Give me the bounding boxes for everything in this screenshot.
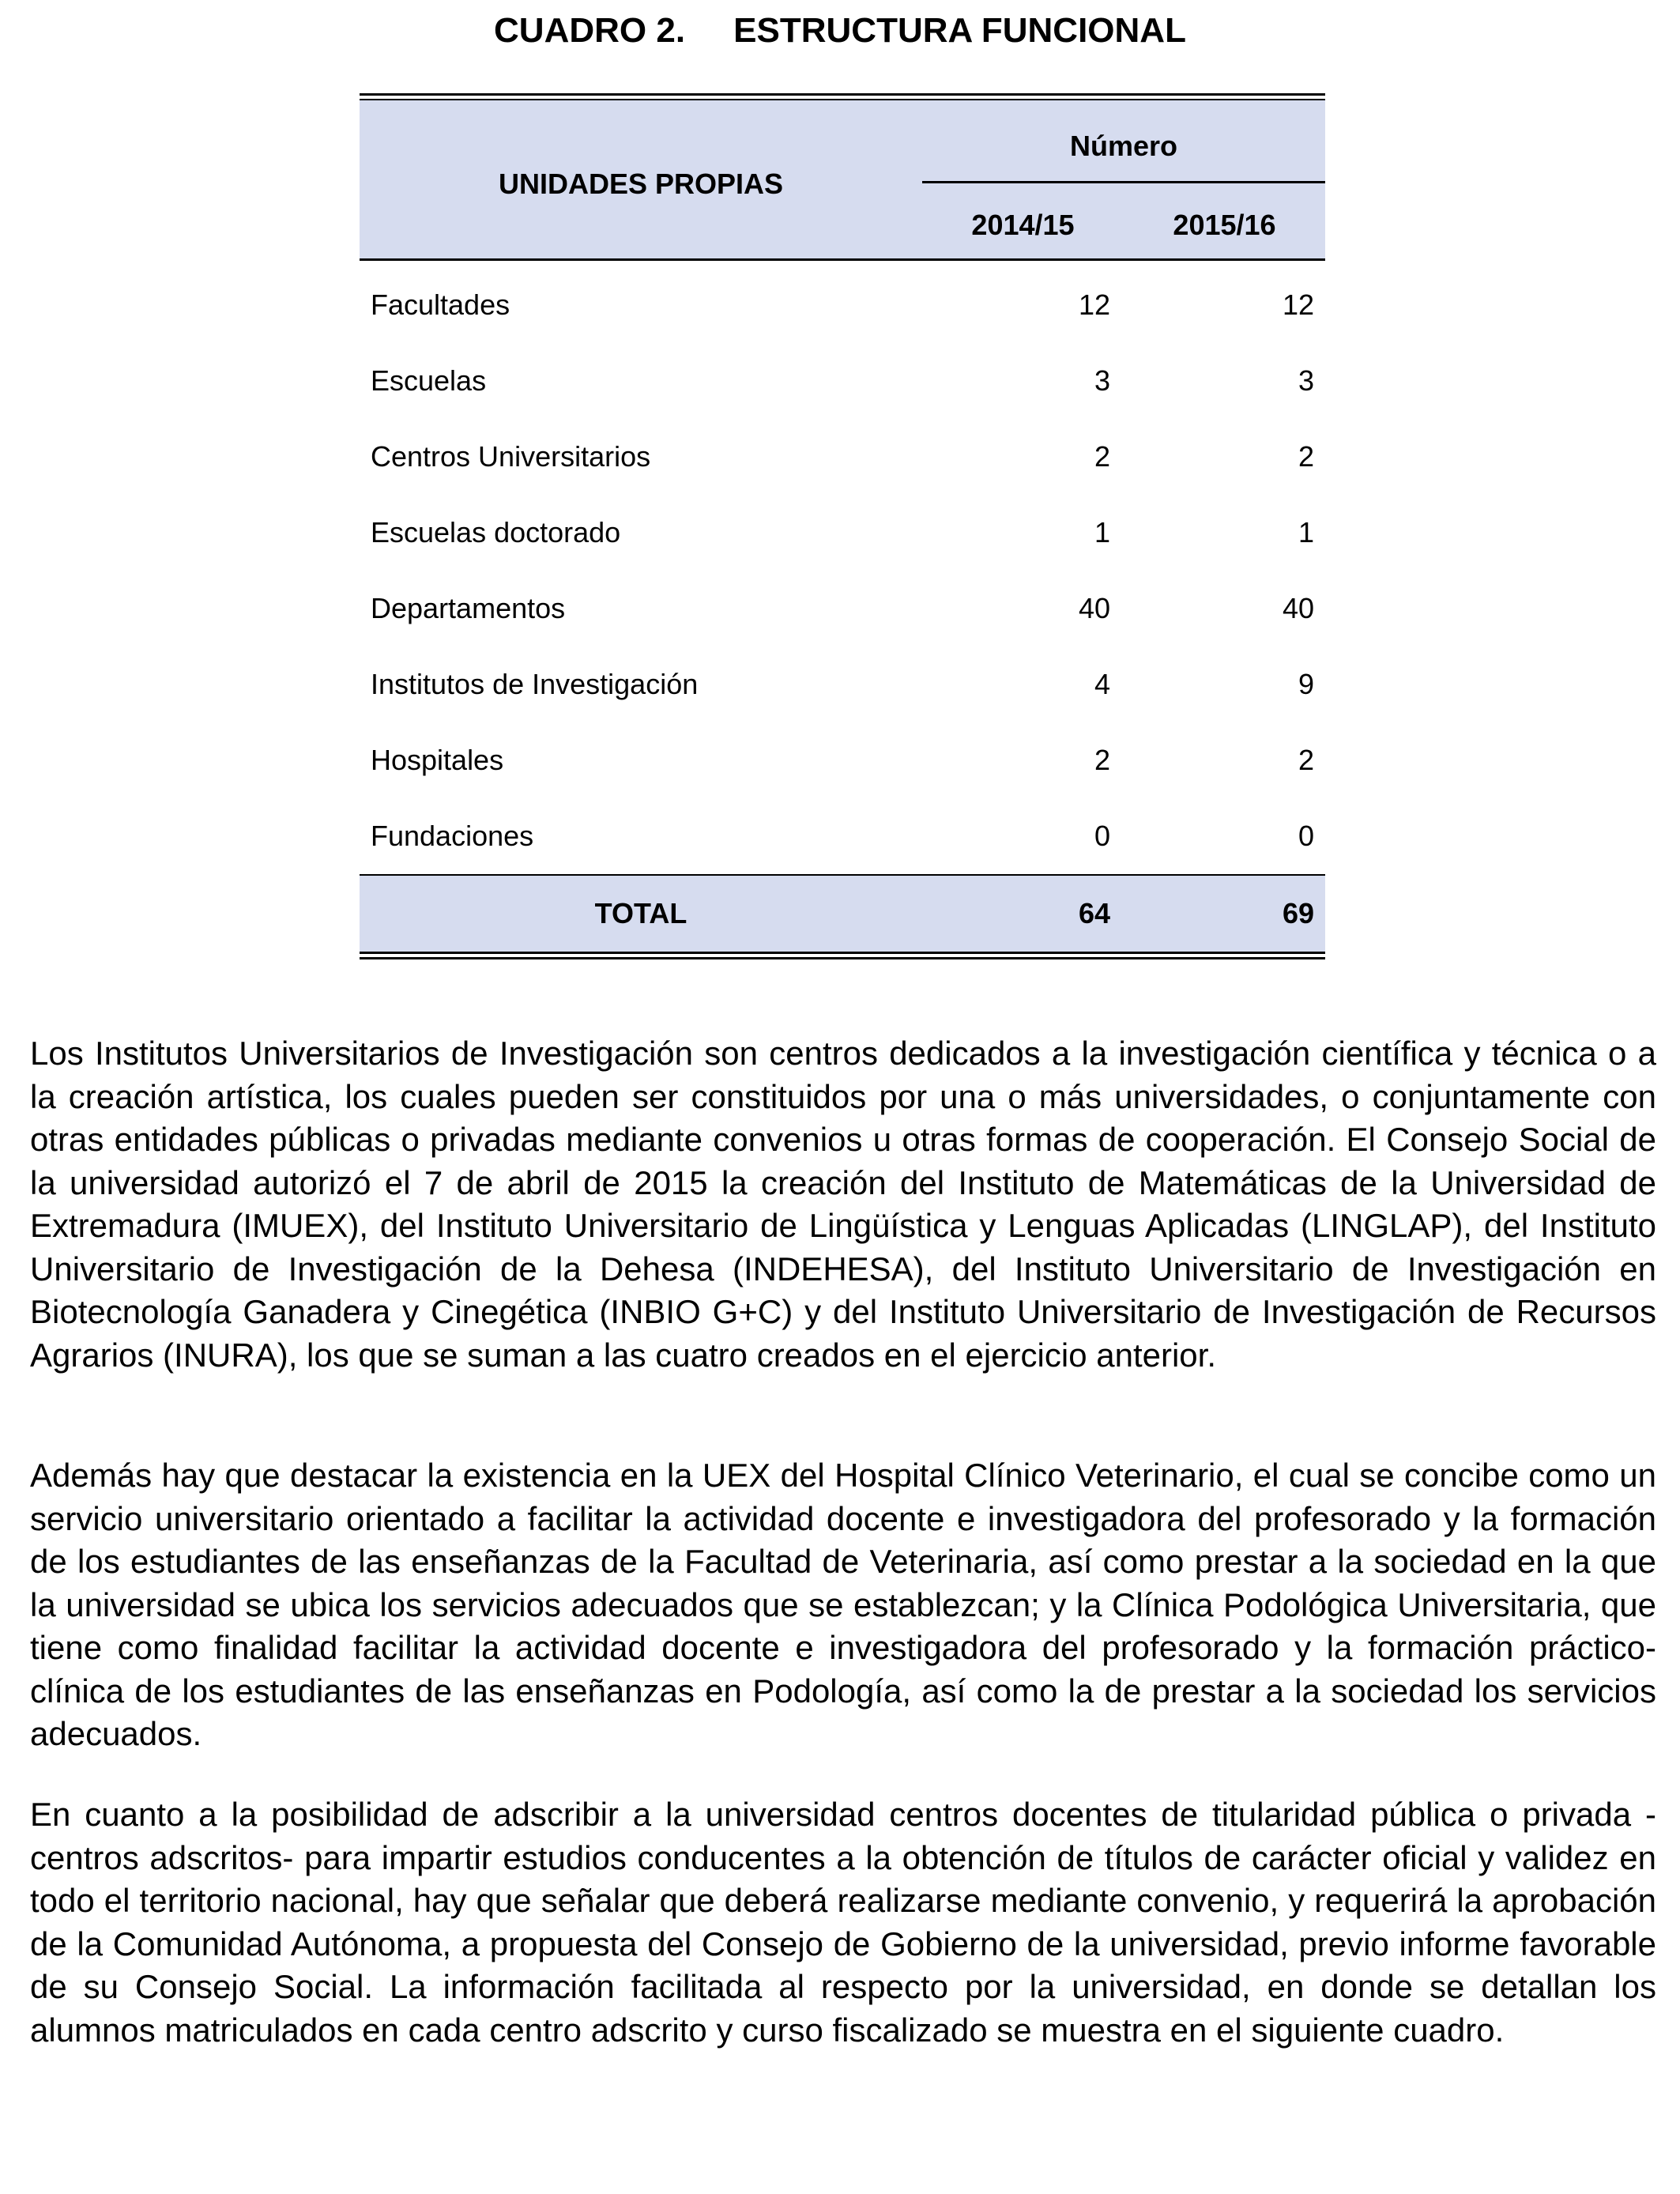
table-row	[360, 343, 1325, 419]
total-value-2015-16: 69	[1282, 897, 1314, 929]
table-row	[360, 571, 1325, 647]
table-row	[360, 419, 1325, 495]
header-col-2014-15: 2014/15	[971, 209, 1075, 241]
row-value-2015-16: 1	[1298, 516, 1314, 548]
table-bottom-rule-outer	[360, 957, 1325, 959]
row-label: Facultades	[371, 288, 510, 321]
row-value-2015-16: 3	[1298, 364, 1314, 397]
row-label: Escuelas	[371, 364, 487, 397]
row-label: Escuelas doctorado	[371, 516, 621, 548]
table-row	[360, 495, 1325, 571]
total-value-2014-15: 64	[1078, 897, 1110, 929]
header-col-2015-16: 2015/16	[1173, 209, 1276, 241]
row-value-2014-15: 4	[1094, 668, 1110, 700]
table-row	[360, 647, 1325, 722]
structure-table	[360, 93, 1325, 959]
row-value-2015-16: 0	[1298, 820, 1314, 852]
row-value-2014-15: 12	[1078, 288, 1110, 321]
row-value-2015-16: 40	[1282, 592, 1314, 624]
row-value-2014-15: 40	[1078, 592, 1110, 624]
row-label: Centros Universitarios	[371, 440, 651, 473]
header-numero: Número	[1069, 130, 1178, 162]
row-label: Departamentos	[371, 592, 566, 624]
paragraph-hospital: Además hay que destacar la existencia en la UEX del Hospital Clínico Veterinario, el cual se concibe como un servicio universitario orientado a facilitar la actividad docente e investigadora del profesorado y la formación de los estudiantes de las enseñanzas de la Facultad de Veterinaria, así como prestar a la sociedad en la que la universidad se ubica los servicios adecuados que se establezcan; y la Clínica Podológica Universitaria, que tiene como finalidad facilitar la actividad docente e investigadora del profesorado y la formación práctico-clínica de los estudiantes de las enseñanzas en Podología, así como la de prestar a la sociedad los servicios adecuados.	[30, 1457, 1656, 1752]
header-unidades-propias: UNIDADES PROPIAS	[498, 168, 784, 200]
row-value-2014-15: 2	[1094, 440, 1110, 473]
table-body	[360, 261, 1325, 874]
row-value-2015-16: 9	[1298, 668, 1314, 700]
row-label: Hospitales	[371, 744, 504, 776]
row-value-2014-15: 1	[1094, 516, 1110, 548]
table-row	[360, 798, 1325, 874]
row-value-2015-16: 2	[1298, 744, 1314, 776]
row-value-2014-15: 3	[1094, 364, 1110, 397]
total-label: TOTAL	[594, 897, 687, 929]
row-label: Fundaciones	[371, 820, 534, 852]
row-value-2015-16: 12	[1282, 288, 1314, 321]
row-value-2014-15: 0	[1094, 820, 1110, 852]
row-value-2014-15: 2	[1094, 744, 1110, 776]
header-numero-rule	[922, 181, 1325, 183]
table-row	[360, 267, 1325, 343]
table-header	[360, 100, 1325, 258]
table-total-row	[360, 874, 1325, 952]
table-title: CUADRO 2. ESTRUCTURA FUNCIONAL	[494, 11, 1186, 50]
row-label: Institutos de Investigación	[371, 668, 699, 700]
paragraph-centros-adscritos: En cuanto a la posibilidad de adscribir a la universidad centros docentes de titularidad pública o privada -centros adscritos- para impartir estudios conducentes a la obtención de títulos de carácter oficial y validez en todo el territorio nacional, hay que señalar que deberá realizarse mediante convenio, y requerirá la aprobación de la Comunidad Autónoma, a propuesta del Consejo de Gobierno de la universidad, previo informe favorable de su Consejo Social. La información facilitada al respecto por la universidad, en donde se detallan los alumnos matriculados en cada centro adscrito y curso fiscalizado se muestra en el siguiente cuadro.	[30, 1796, 1656, 2049]
table-row	[360, 722, 1325, 798]
paragraph-institutos: Los Institutos Universitarios de Investigación son centros dedicados a la investigación científica y técnica o a la creación artística, los cuales pueden ser constituidos por una o más universidades, o conjuntamente con otras entidades públicas o privadas mediante convenios u otras formas de cooperación. El Consejo Social de la universidad autorizó el 7 de abril de 2015 la creación del Instituto de Matemáticas de la Universidad de Extremadura (IMUEX), del Instituto Universitario de Lingüística y Lenguas Aplicadas (LINGLAP), del Instituto Universitario de Investigación de la Dehesa (INDEHESA), del Instituto Universitario de Investigación en Biotecnología Ganadera y Cinegética (INBIO G+C) y del Instituto Universitario de Investigación de Recursos Agrarios (INURA), los que se suman a las cuatro creados en el ejercicio anterior.	[30, 1035, 1656, 1374]
row-value-2015-16: 2	[1298, 440, 1314, 473]
